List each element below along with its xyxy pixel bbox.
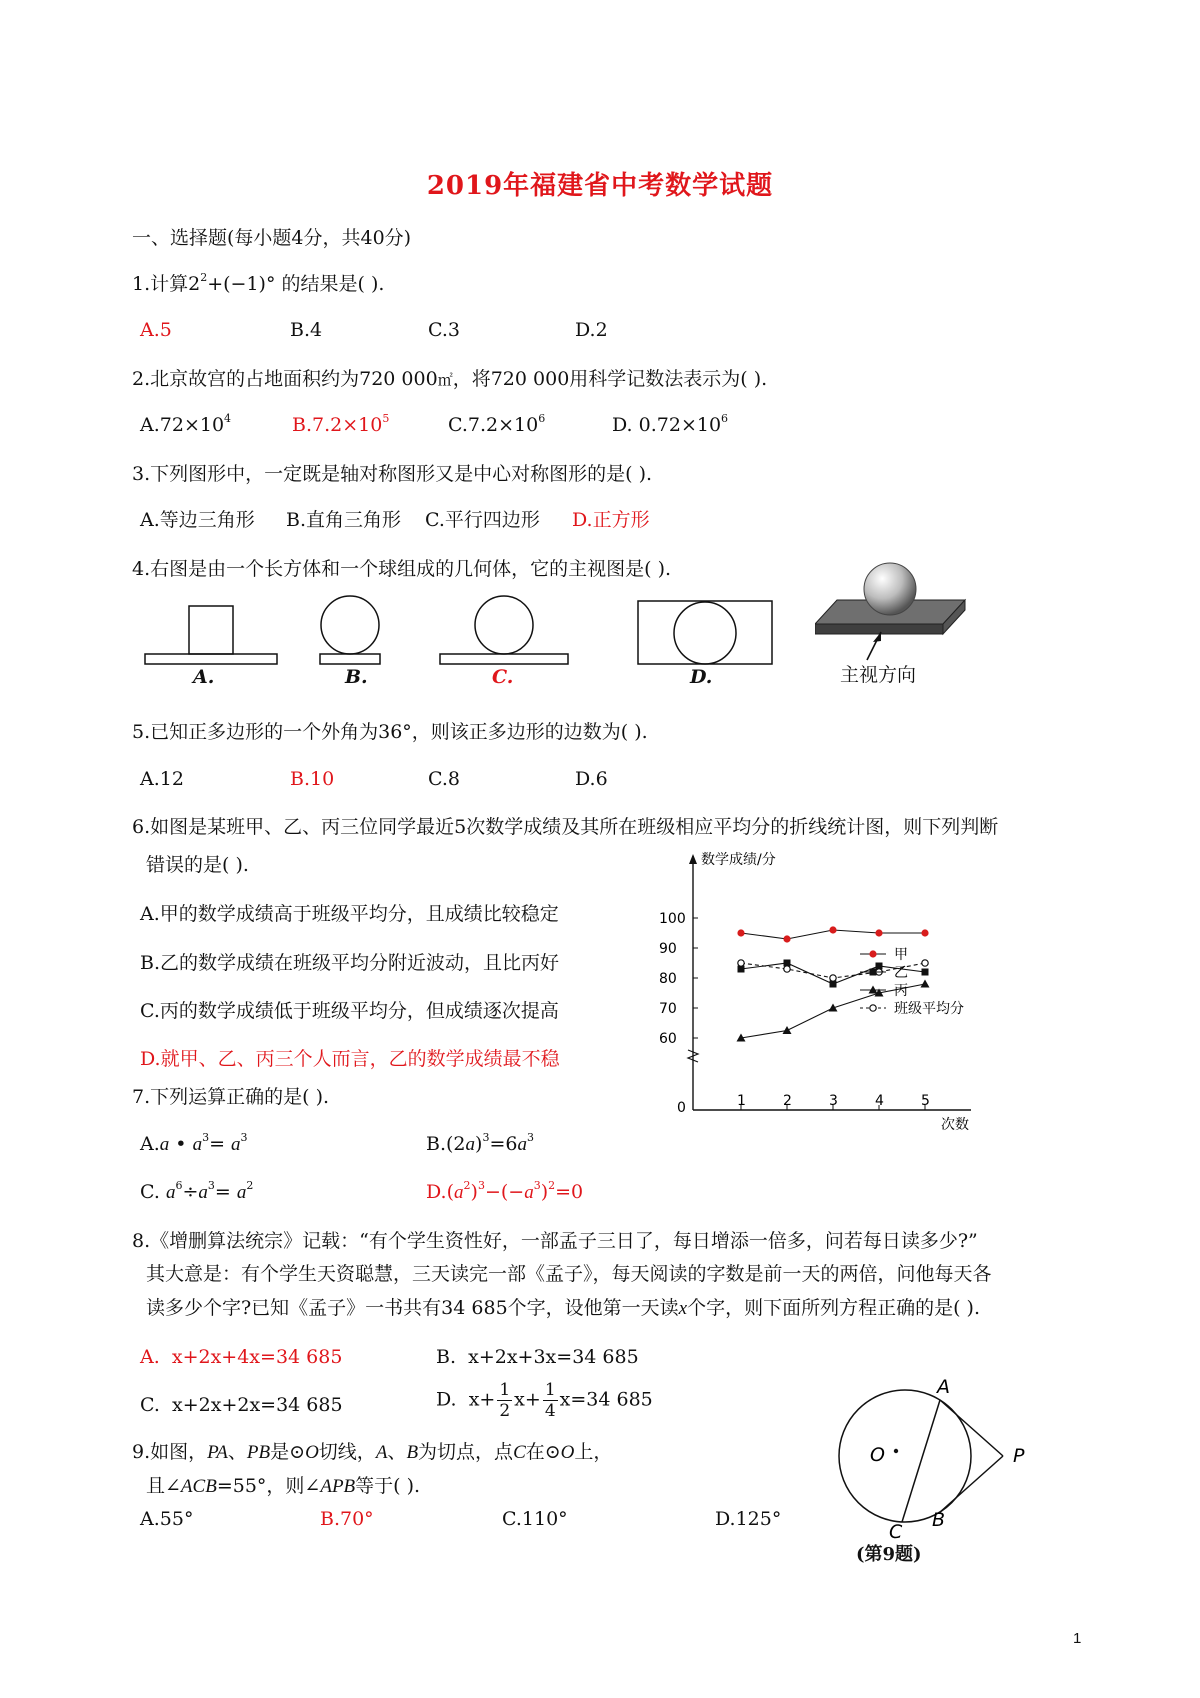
series-1-point	[829, 926, 836, 933]
q4-label-d: D.	[690, 666, 713, 688]
q6-option-a: A.甲的数学成绩高于班级平均分，且成绩比较稳定	[140, 903, 559, 925]
q8-option-a: A. x+2x+4x=34 685	[140, 1346, 343, 1368]
chord-ac	[902, 1400, 940, 1522]
y-axis-label: 数学成绩/分	[701, 852, 776, 868]
q9-option-c: C.110°	[502, 1508, 568, 1530]
q4-label-c: C.	[492, 666, 514, 688]
tangent-pa	[940, 1400, 1003, 1456]
q1-option-b: B.4	[290, 319, 323, 341]
q6-stem-line2: 错误的是( ).	[146, 854, 249, 876]
label-c: C	[889, 1521, 903, 1540]
q7-option-a: A.a • $a^3= a^3$	[140, 1131, 248, 1155]
x-tick-label: 2	[783, 1093, 792, 1109]
q8-option-b: B. x+2x+3x=34 685	[436, 1346, 639, 1368]
fraction-one-half: $\frac{1}{2}$	[499, 1380, 511, 1421]
legend-label: 乙	[894, 965, 908, 981]
q7-option-b: $B.(2a)^3=6a^3$	[426, 1131, 534, 1155]
q7-option-d: $D.(a^2)^3-(-a^3)^2=0$	[426, 1179, 584, 1203]
q2-option-a: $A.72\times 10^4$	[140, 412, 232, 436]
series-1-point	[783, 935, 790, 942]
q1-option-d: D.2	[575, 319, 608, 341]
series-4-point	[922, 960, 928, 966]
q3-option-c: C.平行四边形	[425, 509, 540, 531]
q5-stem: 5.已知正多边形的一个外角为36°，则该正多边形的边数为( ).	[132, 721, 648, 743]
y-axis-arrow	[689, 854, 697, 864]
legend-marker	[870, 969, 877, 976]
q9-circle-figure	[820, 1370, 1050, 1540]
label-p: P	[1013, 1445, 1025, 1467]
center-point	[894, 1449, 898, 1453]
series-4-point	[784, 966, 790, 972]
series-1-point	[875, 929, 882, 936]
legend-label: 丙	[894, 983, 908, 999]
q2-stem: 2.北京故宫的占地面积约为720 000㎡，将720 000用科学记数法表示为( ).	[132, 368, 768, 390]
q5-option-b: B.10	[290, 768, 335, 790]
x-tick-label: 1	[737, 1093, 746, 1109]
q8-option-d: D. x+ $\frac{1}{2}$ x+ $\frac{1}{4}$ x=34 685	[436, 1380, 653, 1421]
series-1-point	[921, 929, 928, 936]
q5-option-c: C.8	[428, 768, 460, 790]
x-tick-label: 5	[921, 1093, 930, 1109]
series-4-point	[830, 975, 836, 981]
q8-line1: 8.《增删算法统宗》记载：“有个学生资性好，一部孟子三日了，每日增添一倍多，问若每日读多少?”	[132, 1230, 978, 1252]
y-tick-label: 90	[659, 941, 677, 957]
series-3-point	[783, 1026, 792, 1034]
y-tick-label: 60	[659, 1031, 677, 1047]
legend-marker	[869, 950, 876, 957]
q5-option-d: D.6	[575, 768, 608, 790]
q3-option-a: A.等边三角形	[140, 509, 255, 531]
q9-option-d: D.125°	[715, 1508, 782, 1530]
q4-stem: 4.右图是由一个长方体和一个球组成的几何体，它的主视图是( ).	[132, 558, 672, 580]
q4-label-b: B.	[345, 666, 368, 688]
fraction-one-quarter: $\frac{1}{4}$	[544, 1380, 556, 1421]
q3-option-b: B.直角三角形	[286, 509, 402, 531]
q9-option-a: A.55°	[140, 1508, 194, 1530]
q9-option-b: B.70°	[320, 1508, 374, 1530]
q1-stem: 1.计算$2^2+(-1)^\circ$ 的结果是( ).	[132, 271, 385, 295]
page-title: 2019年福建省中考数学试题	[426, 171, 774, 201]
series-2-point	[922, 969, 929, 976]
q8-line3: 读多少个字?已知《孟子》一书共有34 685个字，设他第一天读x个字，则下面所列方程正确的是( ).	[146, 1297, 981, 1319]
y-axis-break	[688, 1050, 698, 1062]
q2-option-c: $C.7.2\times 10^6$	[448, 412, 546, 436]
legend-label: 班级平均分	[894, 1001, 964, 1017]
q4-option-figures	[140, 595, 780, 680]
q1-option-a: A.5	[140, 319, 172, 341]
series-1-point	[737, 929, 744, 936]
q8-line2: 其大意是：有个学生天资聪慧，三天读完一部《孟子》，每天阅读的字数是前一天的两倍，问他每天各	[146, 1263, 992, 1285]
q5-option-a: A.12	[140, 768, 184, 790]
series-3-point	[921, 980, 930, 988]
q6-line-chart	[655, 850, 1075, 1155]
label-o: O	[870, 1444, 885, 1466]
x-axis-label: 次数	[941, 1117, 969, 1133]
y-tick-label: 100	[659, 911, 686, 927]
q7-option-c: C. $a^6\div a^3= a^2$	[140, 1179, 254, 1203]
q9-figure-caption: (第9题)	[856, 1544, 922, 1565]
q6-option-b: B.乙的数学成绩在班级平均分附近波动，且比丙好	[140, 952, 560, 974]
page-number: 1	[1073, 1630, 1082, 1647]
q6-option-d: D.就甲、乙、丙三个人而言，乙的数学成绩最不稳	[140, 1048, 560, 1070]
q9-line1: 9.如图，PA、PB是⊙O切线，A、B为切点，点C在⊙O上，	[132, 1441, 613, 1463]
q6-option-c: C.丙的数学成绩低于班级平均分，但成绩逐次提高	[140, 1000, 559, 1022]
q2-option-b: $B.7.2\times 10^5$	[292, 412, 390, 436]
legend-label: 甲	[894, 947, 908, 963]
q3-option-d: D.正方形	[572, 509, 650, 531]
q4-label-a: A.	[193, 666, 215, 688]
y-tick-label: 80	[659, 971, 677, 987]
q4-view-caption: 主视方向	[840, 664, 917, 686]
legend-marker	[870, 1005, 876, 1011]
section-heading: 一、选择题(每小题4分，共40分)	[132, 227, 412, 249]
q2-option-d: D. $0.72\times 10^6$	[612, 412, 729, 436]
label-a: A	[937, 1376, 950, 1398]
q9-line2: 且∠ACB=55°，则∠APB等于( ).	[146, 1475, 421, 1497]
origin-label: 0	[677, 1100, 686, 1116]
series-4-point	[738, 960, 744, 966]
q1-option-c: C.3	[428, 319, 460, 341]
x-tick-label: 3	[829, 1093, 838, 1109]
q6-stem-line1: 6.如图是某班甲、乙、丙三位同学最近5次数学成绩及其所在班级相应平均分的折线统计图，则下列判断	[132, 816, 999, 838]
q7-stem: 7.下列运算正确的是( ).	[132, 1086, 330, 1108]
label-b: B	[932, 1509, 946, 1531]
q3-stem: 3.下列图形中，一定既是轴对称图形又是中心对称图形的是( ).	[132, 463, 653, 485]
x-tick-label: 4	[875, 1093, 884, 1109]
y-tick-label: 70	[659, 1001, 677, 1017]
q8-option-c: C. x+2x+2x=34 685	[140, 1394, 343, 1416]
